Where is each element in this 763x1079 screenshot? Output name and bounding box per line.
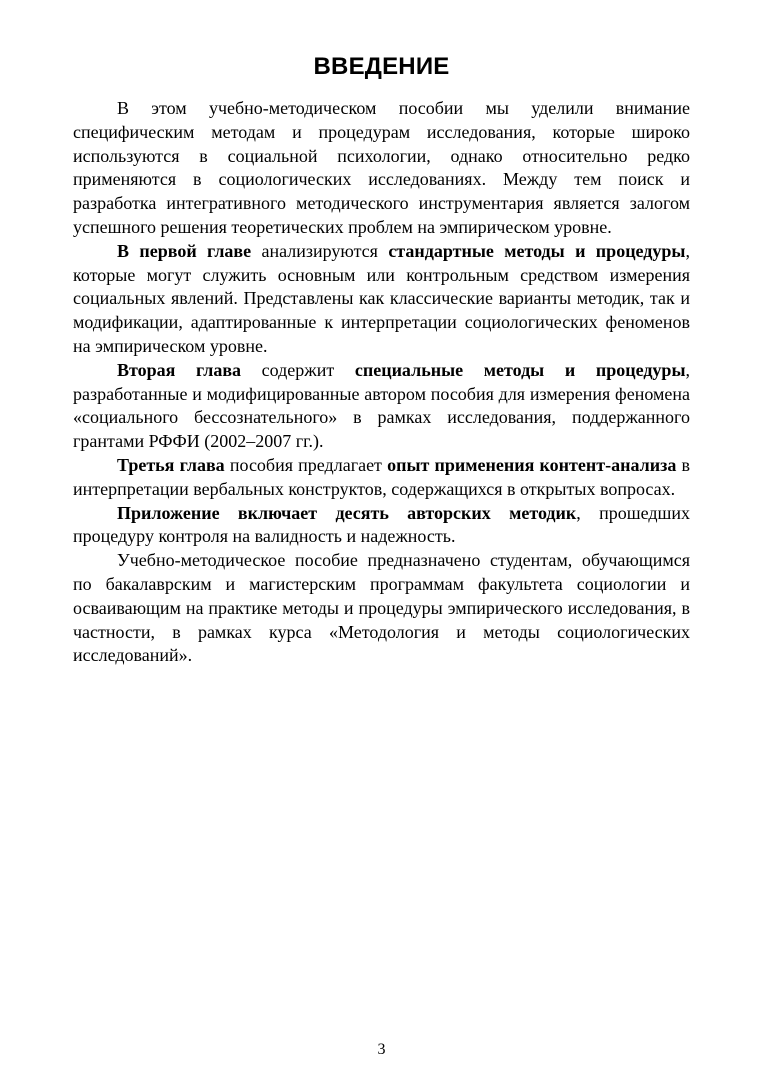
bold-phrase: Третья глава [117,454,225,475]
paragraph-text: анализируются [251,240,389,261]
paragraph-chapter-two [73,359,690,454]
bold-phrase: специальные методы и процедуры [354,359,686,380]
bold-phrase: стандартные методы и процедуры [388,240,686,261]
page-number: 3 [377,1041,386,1058]
bold-phrase: В первой главе [117,240,252,261]
paragraph-audience [73,549,690,668]
paragraph-text: в интерпретации вербальных конструктов, содержащихся в открытых вопросах. [73,454,691,499]
paragraph-text: пособия предлагает [224,454,388,475]
document-body [73,97,690,668]
paragraph-text: , которые могут служить основным или контрольным средством измерения социальных явлений. Представлены как классические варианты методик, так и модификации, адаптированные к интерпретации социологических феноменов на эмпирическом уровне. [73,240,690,356]
paragraph-text: , прошедших процедуру контроля на валидность и надежность. [73,502,690,547]
paragraph-chapter-one [73,240,690,359]
paragraph-appendix [73,502,690,550]
bold-phrase: Приложение включает десять авторских методик [117,502,577,523]
paragraph-text: содержит [241,359,355,380]
paragraph-chapter-three [73,454,690,502]
bold-phrase: опыт применения контент-анализа [387,454,677,475]
paragraph-text: В этом учебно-методическом пособии мы уделили внимание специфическим методам и процедурам исследования, которые широко используются в социальной психологии, однако относительно редко применяются в социологических исследованиях. Между тем поиск и разработка интегративного методического инструментария является залогом успешного решения теоретических проблем на эмпирическом уровне. [73,98,690,237]
bold-phrase: Вторая глава [117,359,242,380]
paragraph-intro [73,97,690,240]
paragraph-text: , разработанные и модифицированные автором пособия для измерения феномена «социального бессознательного» в рамках исследования, поддержанного грантами РФФИ (2002–2007 гг.). [73,359,690,452]
paragraph-text: Учебно-методическое пособие предназначено студентам, обучающимся по бакалаврским и магистерским программам факультета социологии и осваивающим на практике методы и процедуры эмпирического исследования, в частности, в рамках курса «Методология и методы социологических исследований». [73,550,690,666]
page-title: ВВЕДЕНИЕ [313,53,450,80]
